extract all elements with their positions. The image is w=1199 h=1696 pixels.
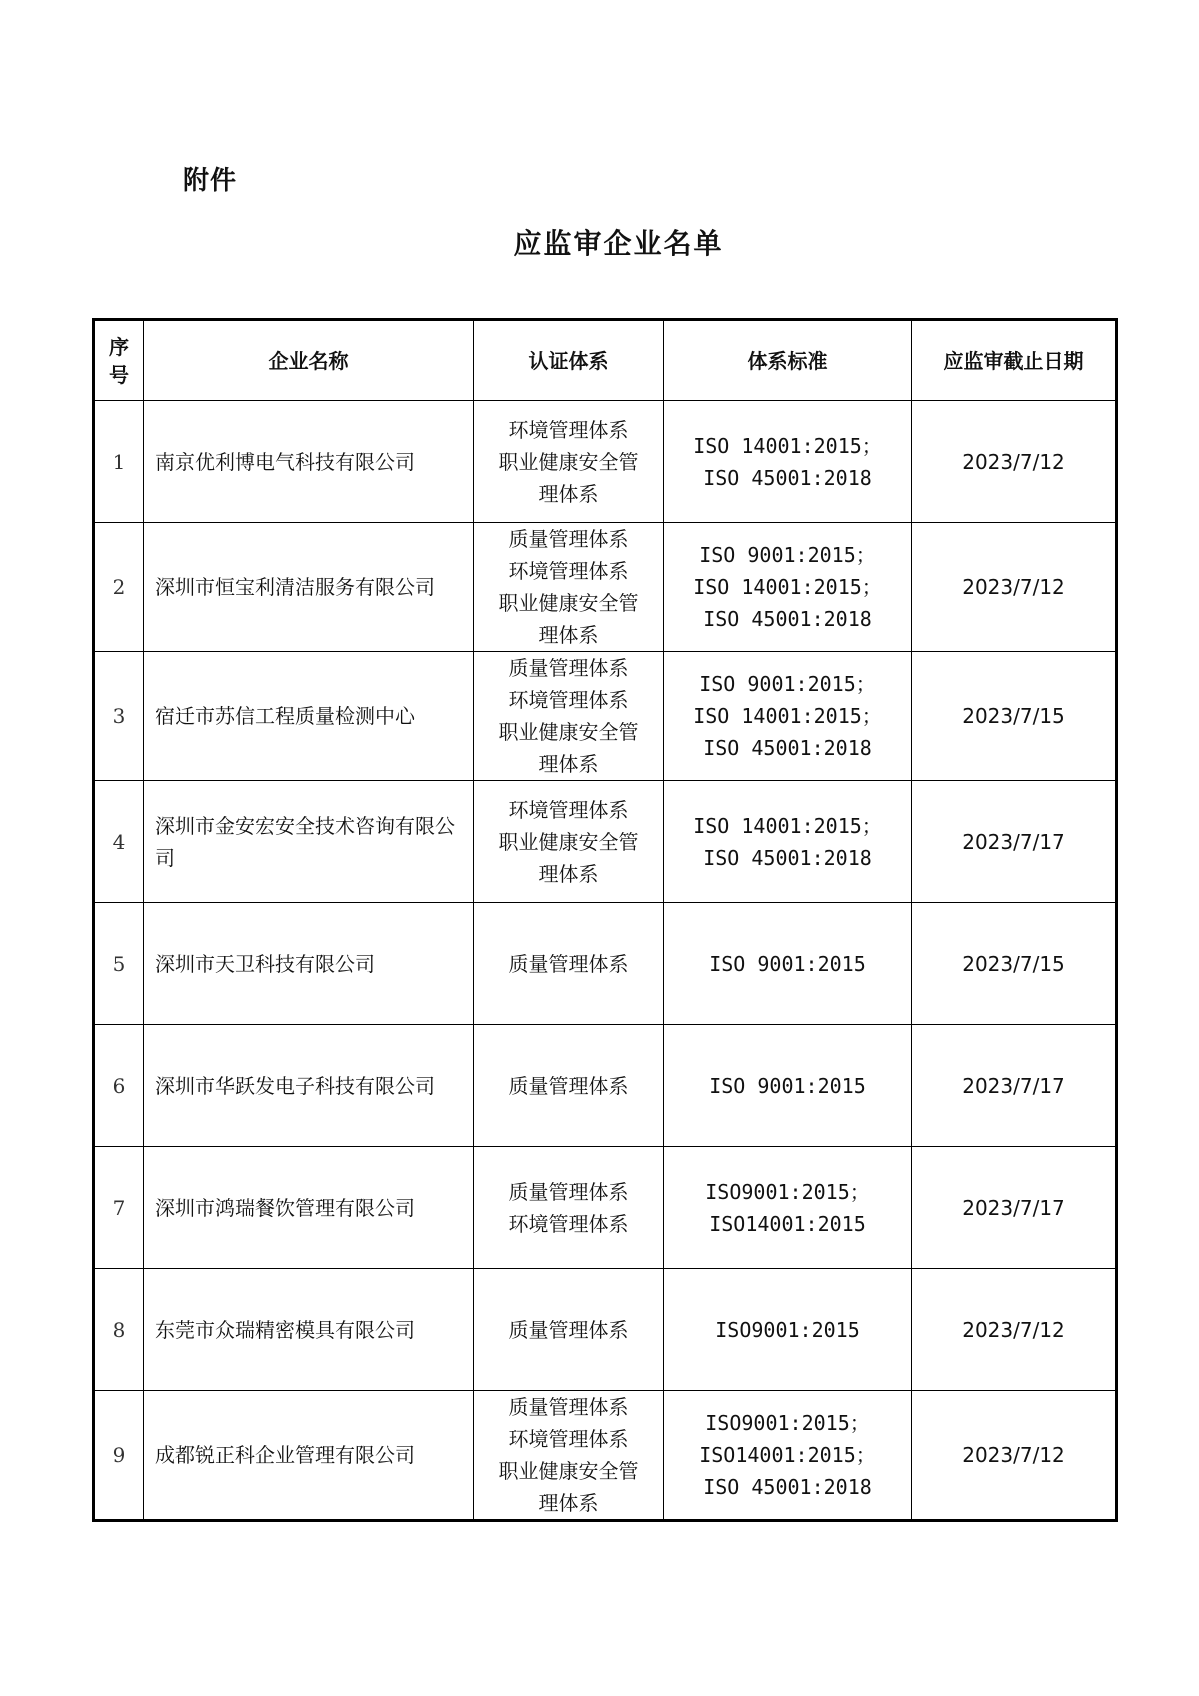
company-name: 深圳市华跃发电子科技有限公司 [144, 1025, 474, 1147]
header-deadline: 应监审截止日期 [912, 320, 1117, 401]
system-standards [664, 781, 912, 903]
certification-systems [474, 1025, 664, 1147]
row-number: 2 [94, 523, 144, 652]
system-line: 环境管理体系 [508, 688, 629, 712]
system-line: 环境管理体系 [508, 417, 629, 442]
company-name: 南京优利博电气科技有限公司 [144, 401, 474, 523]
system-standards [664, 1269, 912, 1391]
row-number: 7 [94, 1147, 144, 1269]
standard-line: ISO 45001:2018 [703, 465, 872, 490]
table-row [94, 781, 1117, 903]
company-name: 深圳市恒宝利清洁服务有限公司 [144, 523, 474, 652]
header-system: 认证体系 [474, 320, 664, 401]
audit-deadline: 2023/7/15 [912, 652, 1117, 781]
table-row [94, 1025, 1117, 1147]
standard-line: ISO 45001:2018 [703, 1475, 872, 1499]
company-name: 深圳市金安宏安全技术咨询有限公司 [144, 781, 474, 903]
row-number: 5 [94, 903, 144, 1025]
system-line: 环境管理体系 [508, 559, 629, 583]
table-row [94, 1269, 1117, 1391]
system-standards [664, 401, 912, 523]
system-line: 职业健康安全管 [498, 591, 639, 615]
audit-deadline: 2023/7/17 [912, 1025, 1117, 1147]
system-line: 理体系 [538, 481, 599, 506]
certification-systems [474, 652, 664, 781]
standard-line: ISO 9001:2015 [709, 951, 866, 976]
company-name: 宿迁市苏信工程质量检测中心 [144, 652, 474, 781]
page-title: 应监审企业名单 [513, 227, 724, 260]
system-line: 质量管理体系 [508, 1317, 629, 1342]
standard-line: ISO 9001:2015 [709, 1073, 866, 1098]
system-standards [664, 903, 912, 1025]
audit-deadline: 2023/7/12 [912, 1269, 1117, 1391]
system-line: 质量管理体系 [508, 1179, 629, 1204]
system-line: 职业健康安全管 [498, 829, 639, 854]
standard-line: ISO 9001:2015； [699, 672, 876, 696]
table-row [94, 523, 1117, 652]
header-company: 企业名称 [144, 320, 474, 401]
standard-line: ISO 14001:2015； [693, 575, 882, 599]
certification-systems [474, 401, 664, 523]
system-standards [664, 1147, 912, 1269]
company-name: 深圳市天卫科技有限公司 [144, 903, 474, 1025]
company-table [92, 318, 1118, 1522]
system-line: 环境管理体系 [508, 797, 629, 822]
company-name: 深圳市鸿瑞餐饮管理有限公司 [144, 1147, 474, 1269]
system-line: 理体系 [538, 752, 599, 776]
system-standards [664, 652, 912, 781]
table-row [94, 652, 1117, 781]
system-line: 环境管理体系 [508, 1211, 629, 1236]
row-number: 9 [94, 1391, 144, 1521]
company-name: 成都锐正科企业管理有限公司 [144, 1391, 474, 1521]
row-number: 8 [94, 1269, 144, 1391]
header-standard: 体系标准 [664, 320, 912, 401]
system-standards [664, 1391, 912, 1521]
row-number: 6 [94, 1025, 144, 1147]
system-line: 环境管理体系 [508, 1427, 629, 1451]
system-line: 职业健康安全管 [498, 1459, 639, 1483]
standard-line: ISO 9001:2015； [699, 543, 876, 567]
certification-systems [474, 1269, 664, 1391]
system-line: 职业健康安全管 [498, 449, 639, 474]
standard-line: ISO 14001:2015； [693, 433, 882, 458]
system-line: 质量管理体系 [508, 1073, 629, 1098]
header-no-text: 序 号 [109, 334, 129, 387]
system-line: 职业健康安全管 [498, 720, 639, 744]
certification-systems [474, 1391, 664, 1521]
certification-systems [474, 1147, 664, 1269]
standard-line: ISO14001:2015； [699, 1443, 876, 1467]
certification-systems [474, 781, 664, 903]
company-name: 东莞市众瑞精密模具有限公司 [144, 1269, 474, 1391]
header-no [94, 320, 144, 401]
row-number: 3 [94, 652, 144, 781]
audit-deadline: 2023/7/12 [912, 523, 1117, 652]
standard-line: ISO9001:2015； [705, 1179, 870, 1204]
standard-line: ISO9001:2015； [705, 1411, 870, 1435]
table-row [94, 401, 1117, 523]
system-line: 理体系 [538, 1491, 599, 1515]
row-number: 1 [94, 401, 144, 523]
audit-deadline: 2023/7/12 [912, 1391, 1117, 1521]
audit-deadline: 2023/7/17 [912, 1147, 1117, 1269]
system-standards [664, 1025, 912, 1147]
standard-line: ISO 14001:2015； [693, 813, 882, 838]
system-line: 质量管理体系 [508, 1395, 629, 1419]
table-row [94, 1391, 1117, 1521]
system-line: 质量管理体系 [508, 951, 629, 976]
table-row [94, 1147, 1117, 1269]
standard-line: ISO9001:2015 [715, 1317, 860, 1342]
audit-deadline: 2023/7/12 [912, 401, 1117, 523]
standard-line: ISO 45001:2018 [703, 607, 872, 631]
audit-deadline: 2023/7/15 [912, 903, 1117, 1025]
table-header-row [94, 320, 1117, 401]
standard-line: ISO14001:2015 [709, 1211, 866, 1236]
certification-systems [474, 523, 664, 652]
table-row [94, 903, 1117, 1025]
certification-systems [474, 903, 664, 1025]
standard-line: ISO 45001:2018 [703, 845, 872, 870]
attachment-label: 附件 [183, 166, 238, 196]
system-standards [664, 523, 912, 652]
standard-line: ISO 45001:2018 [703, 736, 872, 760]
system-line: 理体系 [538, 623, 599, 647]
row-number: 4 [94, 781, 144, 903]
system-line: 理体系 [538, 861, 599, 886]
system-line: 质量管理体系 [508, 656, 629, 680]
audit-deadline: 2023/7/17 [912, 781, 1117, 903]
system-line: 质量管理体系 [508, 527, 629, 551]
standard-line: ISO 14001:2015； [693, 704, 882, 728]
